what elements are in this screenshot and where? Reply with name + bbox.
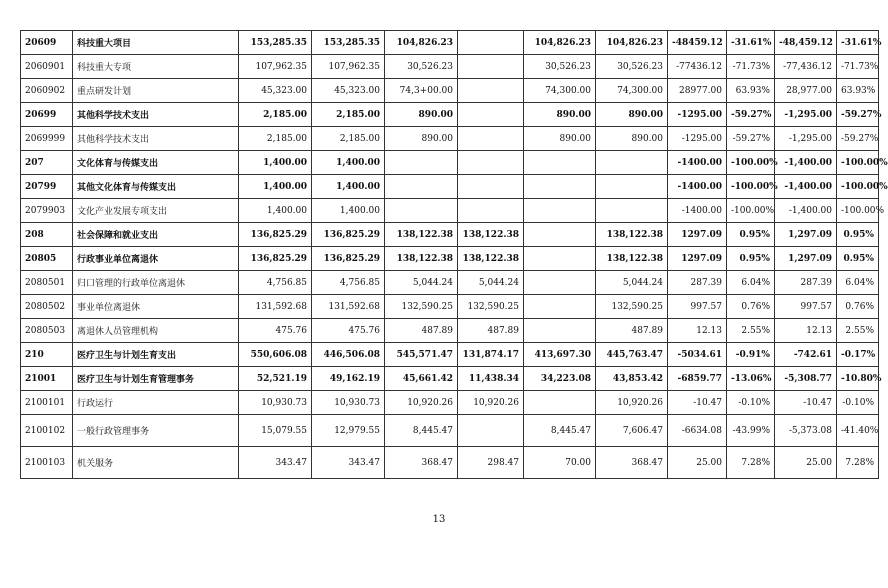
- amount-cell: 890.00: [385, 103, 458, 127]
- amount-cell: 2,185.00: [239, 103, 312, 127]
- amount-cell: 2.55%: [837, 319, 879, 343]
- amount-cell: 5,044.24: [596, 271, 668, 295]
- amount-cell: -1400.00: [668, 199, 727, 223]
- subject-code-cell: 2060901: [21, 55, 73, 79]
- amount-cell: -1400.00: [668, 175, 727, 199]
- amount-cell: -10.47: [668, 391, 727, 415]
- amount-cell: -1295.00: [668, 103, 727, 127]
- subject-name-cell: 科技重大专项: [73, 55, 239, 79]
- subject-name-cell: 归口管理的行政单位离退休: [73, 271, 239, 295]
- subject-code-cell: 2100103: [21, 447, 73, 479]
- amount-cell: 104,826.23: [596, 31, 668, 55]
- amount-cell: 413,697.30: [524, 343, 596, 367]
- amount-cell: -6859.77: [668, 367, 727, 391]
- subject-code-cell: 21001: [21, 367, 73, 391]
- subject-code-cell: 20805: [21, 247, 73, 271]
- amount-cell: 138,122.38: [458, 223, 524, 247]
- subject-name-cell: 一般行政管理事务: [73, 415, 239, 447]
- table-row: [21, 247, 879, 271]
- subject-code-cell: 20799: [21, 175, 73, 199]
- amount-cell: [458, 175, 524, 199]
- amount-cell: 0.95%: [727, 223, 775, 247]
- amount-cell: 136,825.29: [239, 223, 312, 247]
- amount-cell: -5,308.77: [775, 367, 837, 391]
- amount-cell: 11,438.34: [458, 367, 524, 391]
- amount-cell: 131,874.17: [458, 343, 524, 367]
- amount-cell: [458, 79, 524, 103]
- amount-cell: -0.10%: [837, 391, 879, 415]
- table-row: [21, 223, 879, 247]
- amount-cell: 30,526.23: [596, 55, 668, 79]
- amount-cell: 446,506.08: [312, 343, 385, 367]
- amount-cell: [458, 151, 524, 175]
- amount-cell: 1,297.09: [775, 223, 837, 247]
- subject-code-cell: 2080502: [21, 295, 73, 319]
- subject-code-cell: 2079903: [21, 199, 73, 223]
- subject-name-cell: 医疗卫生与计划生育管理事务: [73, 367, 239, 391]
- amount-cell: -77436.12: [668, 55, 727, 79]
- amount-cell: -100.00%: [727, 175, 775, 199]
- amount-cell: 1,400.00: [312, 199, 385, 223]
- amount-cell: [524, 319, 596, 343]
- amount-cell: 15,079.55: [239, 415, 312, 447]
- amount-cell: 1297.09: [668, 247, 727, 271]
- amount-cell: 997.57: [775, 295, 837, 319]
- amount-cell: 5,044.24: [458, 271, 524, 295]
- subject-name-cell: 其他科学技术支出: [73, 127, 239, 151]
- amount-cell: -31.61%: [727, 31, 775, 55]
- amount-cell: [458, 199, 524, 223]
- amount-cell: 138,122.38: [596, 247, 668, 271]
- table-row: [21, 367, 879, 391]
- amount-cell: 2,185.00: [312, 127, 385, 151]
- amount-cell: 28977.00: [668, 79, 727, 103]
- subject-name-cell: 机关服务: [73, 447, 239, 479]
- amount-cell: 10,930.73: [312, 391, 385, 415]
- table-row: [21, 79, 879, 103]
- amount-cell: 74,300.00: [596, 79, 668, 103]
- amount-cell: 475.76: [239, 319, 312, 343]
- amount-cell: 45,661.42: [385, 367, 458, 391]
- amount-cell: 138,122.38: [596, 223, 668, 247]
- table-row: [21, 343, 879, 367]
- subject-name-cell: 离退休人员管理机构: [73, 319, 239, 343]
- amount-cell: 138,122.38: [385, 247, 458, 271]
- amount-cell: 7.28%: [727, 447, 775, 479]
- amount-cell: 107,962.35: [312, 55, 385, 79]
- table-row: [21, 271, 879, 295]
- table-row: [21, 415, 879, 447]
- amount-cell: 25.00: [775, 447, 837, 479]
- amount-cell: 63.93%: [727, 79, 775, 103]
- page-number: 13: [432, 514, 446, 525]
- amount-cell: 890.00: [596, 127, 668, 151]
- amount-cell: 287.39: [775, 271, 837, 295]
- table-row: [21, 175, 879, 199]
- budget-table: [20, 30, 888, 479]
- amount-cell: 136,825.29: [312, 247, 385, 271]
- subject-code-cell: 2080503: [21, 319, 73, 343]
- amount-cell: 890.00: [385, 127, 458, 151]
- amount-cell: 287.39: [668, 271, 727, 295]
- subject-code-cell: 2100102: [21, 415, 73, 447]
- subject-name-cell: 其他科学技术支出: [73, 103, 239, 127]
- amount-cell: 74,3+00.00: [385, 79, 458, 103]
- amount-cell: 0.95%: [837, 223, 879, 247]
- amount-cell: 74,300.00: [524, 79, 596, 103]
- subject-code-cell: 20699: [21, 103, 73, 127]
- amount-cell: -1,295.00: [775, 127, 837, 151]
- amount-cell: [524, 295, 596, 319]
- amount-cell: [524, 247, 596, 271]
- amount-cell: -1,400.00: [775, 151, 837, 175]
- amount-cell: -100.00%: [727, 151, 775, 175]
- amount-cell: 487.89: [596, 319, 668, 343]
- subject-name-cell: 科技重大项目: [73, 31, 239, 55]
- amount-cell: 12.13: [775, 319, 837, 343]
- table-row: [21, 199, 879, 223]
- amount-cell: -77,436.12: [775, 55, 837, 79]
- amount-cell: 343.47: [239, 447, 312, 479]
- table-row: [21, 31, 879, 55]
- amount-cell: -71.73%: [837, 55, 879, 79]
- subject-name-cell: 事业单位离退休: [73, 295, 239, 319]
- amount-cell: -100.00%: [837, 199, 879, 223]
- amount-cell: 1,400.00: [312, 175, 385, 199]
- amount-cell: [458, 103, 524, 127]
- amount-cell: -5,373.08: [775, 415, 837, 447]
- amount-cell: 104,826.23: [385, 31, 458, 55]
- amount-cell: [596, 199, 668, 223]
- amount-cell: 136,825.29: [312, 223, 385, 247]
- amount-cell: 136,825.29: [239, 247, 312, 271]
- subject-code-cell: 210: [21, 343, 73, 367]
- subject-name-cell: 社会保障和就业支出: [73, 223, 239, 247]
- table-row: [21, 127, 879, 151]
- amount-cell: [385, 151, 458, 175]
- amount-cell: [385, 199, 458, 223]
- table-row: [21, 55, 879, 79]
- amount-cell: 8,445.47: [524, 415, 596, 447]
- amount-cell: 0.95%: [727, 247, 775, 271]
- table-body: [21, 31, 888, 479]
- subject-code-cell: 20609: [21, 31, 73, 55]
- amount-cell: 1,400.00: [239, 175, 312, 199]
- amount-cell: -10.80%: [837, 367, 879, 391]
- amount-cell: 45,323.00: [312, 79, 385, 103]
- amount-cell: -1,400.00: [775, 199, 837, 223]
- amount-cell: 28,977.00: [775, 79, 837, 103]
- amount-cell: -43.99%: [727, 415, 775, 447]
- subject-name-cell: 其他文化体育与传媒支出: [73, 175, 239, 199]
- amount-cell: 0.95%: [837, 247, 879, 271]
- amount-cell: 63.93%: [837, 79, 879, 103]
- amount-cell: 131,592.68: [239, 295, 312, 319]
- table-row: [21, 447, 879, 479]
- amount-cell: [596, 151, 668, 175]
- amount-cell: [524, 151, 596, 175]
- amount-cell: [524, 223, 596, 247]
- amount-cell: -0.10%: [727, 391, 775, 415]
- amount-cell: 7.28%: [837, 447, 879, 479]
- amount-cell: 153,285.35: [239, 31, 312, 55]
- amount-cell: [458, 55, 524, 79]
- amount-cell: -100.00%: [727, 199, 775, 223]
- amount-cell: 34,223.08: [524, 367, 596, 391]
- amount-cell: 25.00: [668, 447, 727, 479]
- amount-cell: 2,185.00: [239, 127, 312, 151]
- amount-cell: 368.47: [596, 447, 668, 479]
- amount-cell: -48459.12: [668, 31, 727, 55]
- amount-cell: -0.91%: [727, 343, 775, 367]
- amount-cell: [458, 31, 524, 55]
- amount-cell: 0.76%: [837, 295, 879, 319]
- subject-name-cell: 医疗卫生与计划生育支出: [73, 343, 239, 367]
- amount-cell: 153,285.35: [312, 31, 385, 55]
- amount-cell: 10,920.26: [458, 391, 524, 415]
- amount-cell: [524, 175, 596, 199]
- amount-cell: 138,122.38: [458, 247, 524, 271]
- amount-cell: 475.76: [312, 319, 385, 343]
- amount-cell: 10,930.73: [239, 391, 312, 415]
- amount-cell: 343.47: [312, 447, 385, 479]
- amount-cell: 132,590.25: [458, 295, 524, 319]
- amount-cell: [596, 175, 668, 199]
- subject-name-cell: 文化体育与传媒支出: [73, 151, 239, 175]
- amount-cell: [458, 415, 524, 447]
- amount-cell: -1400.00: [668, 151, 727, 175]
- table-row: [21, 151, 879, 175]
- amount-cell: 138,122.38: [385, 223, 458, 247]
- amount-cell: -1295.00: [668, 127, 727, 151]
- table-row: [21, 295, 879, 319]
- table-row: [21, 319, 879, 343]
- amount-cell: -59.27%: [837, 103, 879, 127]
- amount-cell: -742.61: [775, 343, 837, 367]
- amount-cell: [524, 199, 596, 223]
- amount-cell: 4,756.85: [312, 271, 385, 295]
- subject-code-cell: 207: [21, 151, 73, 175]
- amount-cell: 45,323.00: [239, 79, 312, 103]
- amount-cell: 487.89: [385, 319, 458, 343]
- subject-code-cell: 2100101: [21, 391, 73, 415]
- amount-cell: 107,962.35: [239, 55, 312, 79]
- amount-cell: 30,526.23: [524, 55, 596, 79]
- subject-code-cell: 2069999: [21, 127, 73, 151]
- subject-name-cell: 行政事业单位离退休: [73, 247, 239, 271]
- amount-cell: 1,400.00: [239, 199, 312, 223]
- amount-cell: -6634.08: [668, 415, 727, 447]
- amount-cell: 5,044.24: [385, 271, 458, 295]
- amount-cell: 70.00: [524, 447, 596, 479]
- amount-cell: [385, 175, 458, 199]
- amount-cell: 6.04%: [837, 271, 879, 295]
- amount-cell: 487.89: [458, 319, 524, 343]
- amount-cell: 6.04%: [727, 271, 775, 295]
- amount-cell: 52,521.19: [239, 367, 312, 391]
- amount-cell: 8,445.47: [385, 415, 458, 447]
- amount-cell: 997.57: [668, 295, 727, 319]
- amount-cell: -59.27%: [837, 127, 879, 151]
- amount-cell: [524, 271, 596, 295]
- amount-cell: -41.40%: [837, 415, 879, 447]
- amount-cell: 1297.09: [668, 223, 727, 247]
- subject-name-cell: 重点研发计划: [73, 79, 239, 103]
- amount-cell: 890.00: [524, 103, 596, 127]
- amount-cell: 131,592.68: [312, 295, 385, 319]
- amount-cell: -48,459.12: [775, 31, 837, 55]
- amount-cell: 12.13: [668, 319, 727, 343]
- amount-cell: 2,185.00: [312, 103, 385, 127]
- amount-cell: 1,400.00: [239, 151, 312, 175]
- amount-cell: [524, 391, 596, 415]
- amount-cell: 1,400.00: [312, 151, 385, 175]
- amount-cell: 0.76%: [727, 295, 775, 319]
- amount-cell: 132,590.25: [596, 295, 668, 319]
- subject-code-cell: 2080501: [21, 271, 73, 295]
- amount-cell: 2.55%: [727, 319, 775, 343]
- amount-cell: -59.27%: [727, 103, 775, 127]
- amount-cell: -59.27%: [727, 127, 775, 151]
- subject-code-cell: 208: [21, 223, 73, 247]
- amount-cell: 30,526.23: [385, 55, 458, 79]
- amount-cell: -100.00%: [837, 175, 879, 199]
- amount-cell: -13.06%: [727, 367, 775, 391]
- amount-cell: [458, 127, 524, 151]
- amount-cell: 550,606.08: [239, 343, 312, 367]
- table-row: [21, 391, 879, 415]
- amount-cell: -71.73%: [727, 55, 775, 79]
- amount-cell: -5034.61: [668, 343, 727, 367]
- subject-name-cell: 行政运行: [73, 391, 239, 415]
- amount-cell: 104,826.23: [524, 31, 596, 55]
- amount-cell: 1,297.09: [775, 247, 837, 271]
- amount-cell: -10.47: [775, 391, 837, 415]
- amount-cell: 10,920.26: [385, 391, 458, 415]
- amount-cell: -100.00%: [837, 151, 879, 175]
- amount-cell: 10,920.26: [596, 391, 668, 415]
- amount-cell: 7,606.47: [596, 415, 668, 447]
- amount-cell: 890.00: [596, 103, 668, 127]
- amount-cell: 545,571.47: [385, 343, 458, 367]
- amount-cell: 4,756.85: [239, 271, 312, 295]
- amount-cell: 43,853.42: [596, 367, 668, 391]
- subject-name-cell: 文化产业发展专项支出: [73, 199, 239, 223]
- amount-cell: -0.17%: [837, 343, 879, 367]
- amount-cell: 298.47: [458, 447, 524, 479]
- amount-cell: 445,763.47: [596, 343, 668, 367]
- amount-cell: -1,295.00: [775, 103, 837, 127]
- table-row: [21, 103, 879, 127]
- amount-cell: 132,590.25: [385, 295, 458, 319]
- amount-cell: -31.61%: [837, 31, 879, 55]
- amount-cell: 12,979.55: [312, 415, 385, 447]
- amount-cell: -1,400.00: [775, 175, 837, 199]
- subject-code-cell: 2060902: [21, 79, 73, 103]
- amount-cell: 890.00: [524, 127, 596, 151]
- amount-cell: 368.47: [385, 447, 458, 479]
- amount-cell: 49,162.19: [312, 367, 385, 391]
